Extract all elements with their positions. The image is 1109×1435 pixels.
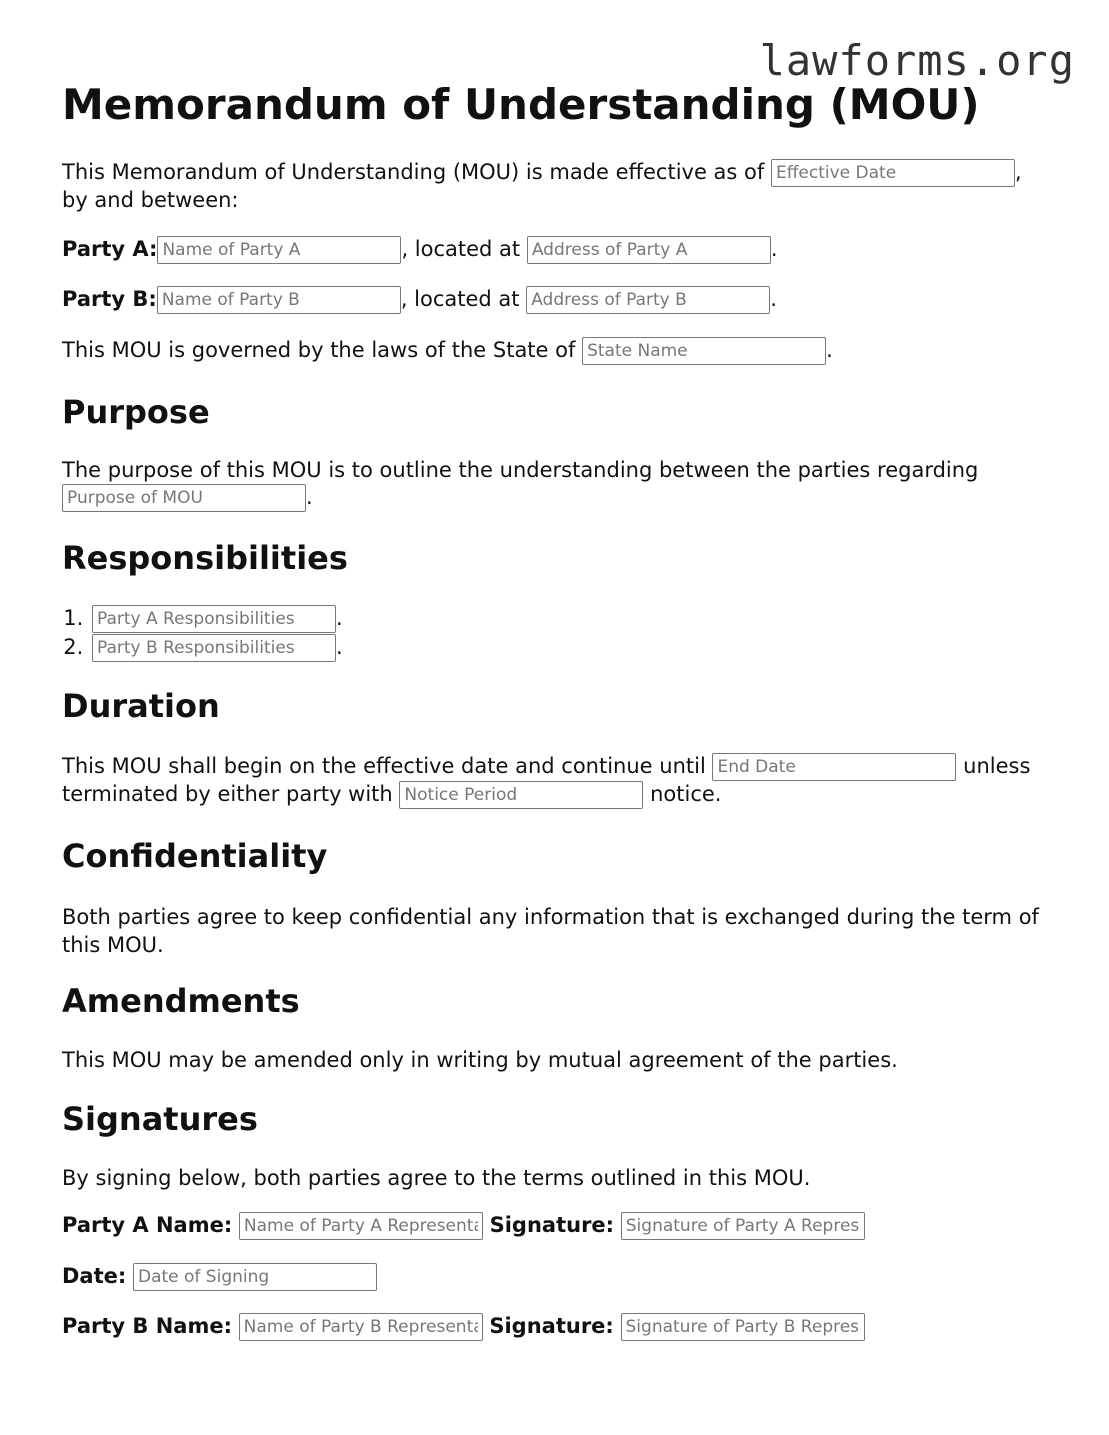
purpose-text: The purpose of this MOU is to outline the understanding between the parties regarding [62,458,979,482]
party-b-signature-label: Signature: [489,1314,614,1338]
notice-period-field[interactable] [399,781,643,809]
party-b-address-field[interactable] [526,286,770,314]
party-a-address-field[interactable] [527,236,771,264]
confidentiality-text: Both parties agree to keep confidential any information that is exchanged during the term of this MOU. [62,905,1039,957]
party-a-line [62,236,778,264]
party-b-signature-field[interactable] [621,1313,865,1341]
amendments-text: This MOU may be amended only in writing by mutual agreement of the parties. [62,1048,898,1072]
responsibility-item [90,633,343,662]
intro-comma: , [1014,160,1022,184]
signatures-heading: Signatures [62,1100,258,1138]
intro-text-after: by and between: [62,188,239,212]
party-a-responsibilities-field[interactable] [92,605,336,633]
party-a-name-label: Party A Name: [62,1213,233,1237]
party-a-label: Party A: [62,237,158,261]
purpose-field-line [62,484,313,512]
watermark-logo: lawforms.org [759,36,1075,85]
party-a-name-field[interactable] [157,236,401,264]
party-a-rep-name-field[interactable] [239,1212,483,1240]
date-of-signing-field[interactable] [133,1263,377,1291]
intro-text: This Memorandum of Understanding (MOU) is made effective as of [62,160,765,184]
effective-date-field[interactable] [771,159,1015,187]
responsibility-end: . [336,606,343,630]
duration-line-1 [62,753,1030,781]
party-a-signature-field[interactable] [621,1212,865,1240]
purpose-field[interactable] [62,484,306,512]
party-a-located-text: , located at [401,237,521,261]
responsibility-item [90,604,343,633]
party-a-signature-line [62,1212,865,1240]
responsibilities-heading: Responsibilities [62,539,348,577]
governing-text: This MOU is governed by the laws of the State of [62,338,576,362]
purpose-text-line [62,458,978,482]
duration-heading: Duration [62,687,220,725]
responsibility-end: . [336,635,343,659]
party-b-located-text: , located at [400,287,520,311]
purpose-end: . [306,485,313,509]
party-a-end: . [770,237,778,261]
party-a-signature-label: Signature: [489,1213,615,1237]
state-name-field[interactable] [582,337,826,365]
party-b-name-field[interactable] [157,286,401,314]
date-line [62,1263,377,1291]
governing-end: . [826,338,833,362]
party-b-end: . [770,287,777,311]
party-b-signature-line [62,1313,865,1341]
party-b-name-label: Party B Name: [62,1314,232,1338]
duration-notice-text: notice. [650,782,722,806]
end-date-field[interactable] [712,753,956,781]
governing-line [62,337,833,365]
intro-line [62,159,1022,187]
intro-line-2 [62,188,239,212]
signatures-text: By signing below, both parties agree to the terms outlined in this MOU. [62,1166,811,1190]
date-label: Date: [62,1264,127,1288]
purpose-heading: Purpose [62,393,210,431]
page-title: Memorandum of Understanding (MOU) [62,80,980,129]
amendments-heading: Amendments [62,982,300,1020]
duration-terminated-text: terminated by either party with [62,782,393,806]
confidentiality-heading: Confidentiality [62,837,328,875]
responsibilities-list [62,604,343,662]
party-b-responsibilities-field[interactable] [92,634,336,662]
duration-text: This MOU shall begin on the effective date and continue until [62,754,706,778]
party-b-rep-name-field[interactable] [239,1313,483,1341]
party-b-line [62,286,777,314]
duration-unless: unless [963,754,1031,778]
duration-line-2 [62,781,721,809]
party-b-label: Party B: [62,287,157,311]
